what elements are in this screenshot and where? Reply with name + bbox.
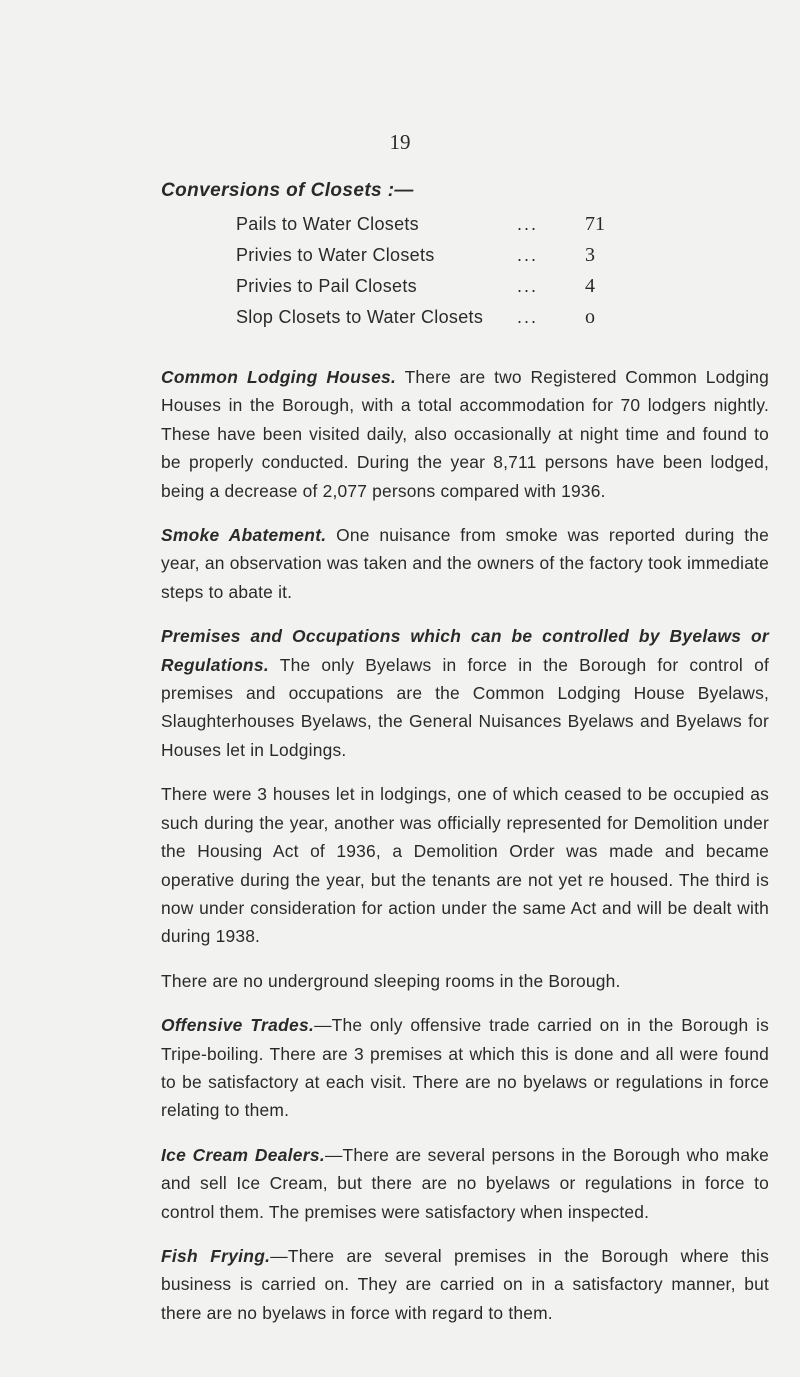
conversion-leader-dots: ... [517, 245, 539, 265]
page-number: 19 [389, 130, 411, 154]
lodging-houses-text: There are two Registered Common Lodging Houses in the Borough, with a total accommodation for 70 lodgers nightly. These have been visited daily, also occasionally at night time and found to be properly conducted. During the year 8,711 persons have been lodged, being a decrease of 2,077 persons compared with 1936. [161, 367, 770, 501]
ice-cream-text: —There are several persons in the Borough who make and sell Ice Cream, but there are no byelaws or regulations in force to control them. The premises were satisfactory when inspected. [161, 1144, 769, 1222]
conversion-row [236, 271, 629, 302]
conversion-label: Slop Closets to Water Closets [236, 307, 484, 327]
lodgings-paragraph: There were 3 houses let in lodgings, one of which ceased to be occupied as such during the year, another was officially represented for Demolition under the Housing Act of 1936, a Demolition Order was made and became operative during the year, but the tenants are not yet re housed. The third is now under consideration for action under the same Act and will be dealt with during 1938. [161, 784, 769, 947]
smoke-abatement-paragraph [161, 521, 769, 606]
fish-frying-paragraph [161, 1242, 769, 1327]
conversion-value: 3 [585, 244, 595, 266]
ice-cream-paragraph [161, 1141, 769, 1226]
conversions-table [236, 209, 629, 333]
offensive-trades-paragraph [161, 1011, 769, 1125]
conversion-row [236, 209, 629, 240]
offensive-trades-text: —The only offensive trade carried on in the Borough is Tripe-boiling. There are 3 premises at which this is done and all were found to be satisfactory at each visit. There are no byelaws or regulations in force relating to them. [161, 1015, 769, 1121]
body-text [161, 363, 769, 1343]
smoke-abatement-text: One nuisance from smoke was reported during the year, an observation was taken and the owners of the factory took immediate steps to abate it. [161, 525, 769, 602]
conversion-value: 71 [585, 213, 605, 235]
ice-cream-heading: Ice Cream Dealers. [161, 1144, 325, 1165]
conversion-value: o [585, 306, 595, 328]
underground-paragraph: There are no underground sleeping rooms in the Borough. [161, 970, 621, 991]
conversion-leader-dots: ... [517, 307, 539, 327]
conversion-row [236, 302, 629, 333]
smoke-abatement-heading: Smoke Abatement. [161, 525, 327, 546]
conversion-label: Privies to Pail Closets [236, 276, 417, 296]
offensive-trades-heading: Offensive Trades. [161, 1015, 315, 1036]
fish-frying-text: —There are several premises in the Borough where this business is carried on. They are carried on in a satisfactory manner, but there are no byelaws in force with regard to them. [161, 1245, 769, 1323]
premises-heading: Premises and Occupations which can be controlled by Byelaws or Regulations. [161, 626, 769, 675]
conversion-value: 4 [585, 275, 595, 297]
premises-text: The only Byelaws in force in the Borough for control of premises and occupations are the Common Lodging House Byelaws, Slaughterhouses Byelaws, the General Nuisances Byelaws and Byelaws for Houses let in Lodgings. [161, 654, 769, 760]
lodging-houses-heading: Common Lodging Houses. [161, 367, 397, 387]
fish-frying-heading: Fish Frying. [161, 1245, 271, 1266]
lodging-houses-paragraph [161, 363, 769, 505]
conversions-title: Conversions of Closets :— [161, 180, 414, 201]
conversion-label: Privies to Water Closets [236, 245, 435, 265]
conversion-leader-dots: ... [517, 276, 539, 296]
conversion-row [236, 240, 629, 271]
premises-paragraph [161, 622, 769, 764]
conversion-label: Pails to Water Closets [236, 214, 419, 234]
conversion-leader-dots: ... [517, 214, 539, 234]
